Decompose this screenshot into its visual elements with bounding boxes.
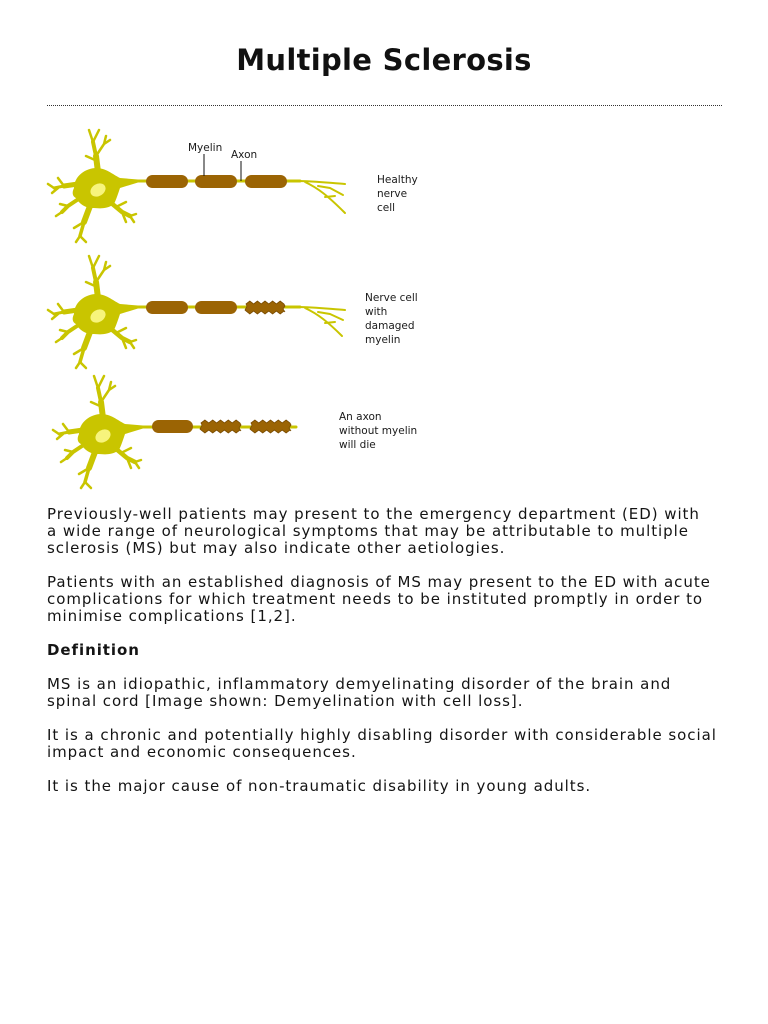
damaged-myelin — [200, 420, 241, 433]
text-line: Previously-well patients may present to the emergency department (ED) with — [47, 505, 700, 523]
text-line: MS is an idiopathic, inflammatory demyelinating disorder of the brain and — [47, 675, 672, 693]
text-line: sclerosis (MS) but may also indicate other aetiologies. — [47, 539, 506, 557]
damaged-myelin — [250, 420, 291, 433]
paragraph-definition — [47, 676, 747, 710]
text-line: minimise complications [1,2]. — [47, 607, 297, 625]
text-line: spinal cord [Image shown: Demyelination with cell loss]. — [47, 692, 524, 710]
section-heading-definition — [47, 642, 747, 659]
text-line: impact and economic consequences. — [47, 743, 357, 761]
damaged-myelin — [245, 301, 285, 314]
paragraph-chronic-disorder — [47, 727, 747, 761]
myelin-sheath — [195, 175, 237, 188]
axon-terminal — [296, 307, 345, 336]
axon-terminal — [296, 181, 345, 213]
myelin-sheath — [245, 175, 287, 188]
label-myelin: Myelin — [188, 142, 223, 154]
healthy-neuron — [48, 130, 418, 242]
label-healthy-line: Healthy — [377, 174, 418, 186]
article-body — [47, 506, 747, 812]
label-damaged-line: with — [365, 306, 388, 318]
myelin-sheath — [195, 301, 237, 314]
label-axon: Axon — [231, 149, 258, 161]
label-damaged-line: myelin — [365, 334, 401, 346]
damaged-myelin-neuron — [48, 256, 418, 368]
myelin-sheath — [146, 175, 188, 188]
myelin-sheath — [146, 301, 188, 314]
myelin-sheath — [152, 420, 193, 433]
text-line: It is a chronic and potentially highly disabling disorder with considerable social — [47, 726, 717, 744]
title-divider — [47, 105, 722, 106]
paragraph-disability — [47, 778, 747, 795]
text-line: Patients with an established diagnosis of MS may present to the ED with acute — [47, 573, 711, 591]
label-dying-line: without myelin — [339, 425, 418, 437]
label-damaged-line: damaged — [365, 320, 415, 332]
demyelinated-neuron — [53, 376, 417, 488]
paragraph-established-diagnosis — [47, 574, 747, 625]
nerve-cell-diagram — [40, 120, 440, 500]
label-dying-line: will die — [339, 439, 376, 451]
text-line: a wide range of neurological symptoms that may be attributable to multiple — [47, 522, 689, 540]
cell-body — [48, 130, 138, 242]
text-line: complications for which treatment needs to be instituted promptly in order to — [47, 590, 704, 608]
label-damaged-line: Nerve cell — [365, 292, 418, 304]
paragraph-presentation — [47, 506, 747, 557]
heading-text: Definition — [47, 641, 140, 659]
label-healthy-line: nerve — [377, 188, 408, 200]
label-dying-line: An axon — [339, 411, 382, 423]
cell-body — [48, 256, 138, 368]
text-line: It is the major cause of non-traumatic disability in young adults. — [47, 777, 592, 795]
cell-body — [53, 376, 143, 488]
label-healthy-line: cell — [377, 202, 396, 214]
page-title: Multiple Sclerosis — [236, 43, 532, 77]
